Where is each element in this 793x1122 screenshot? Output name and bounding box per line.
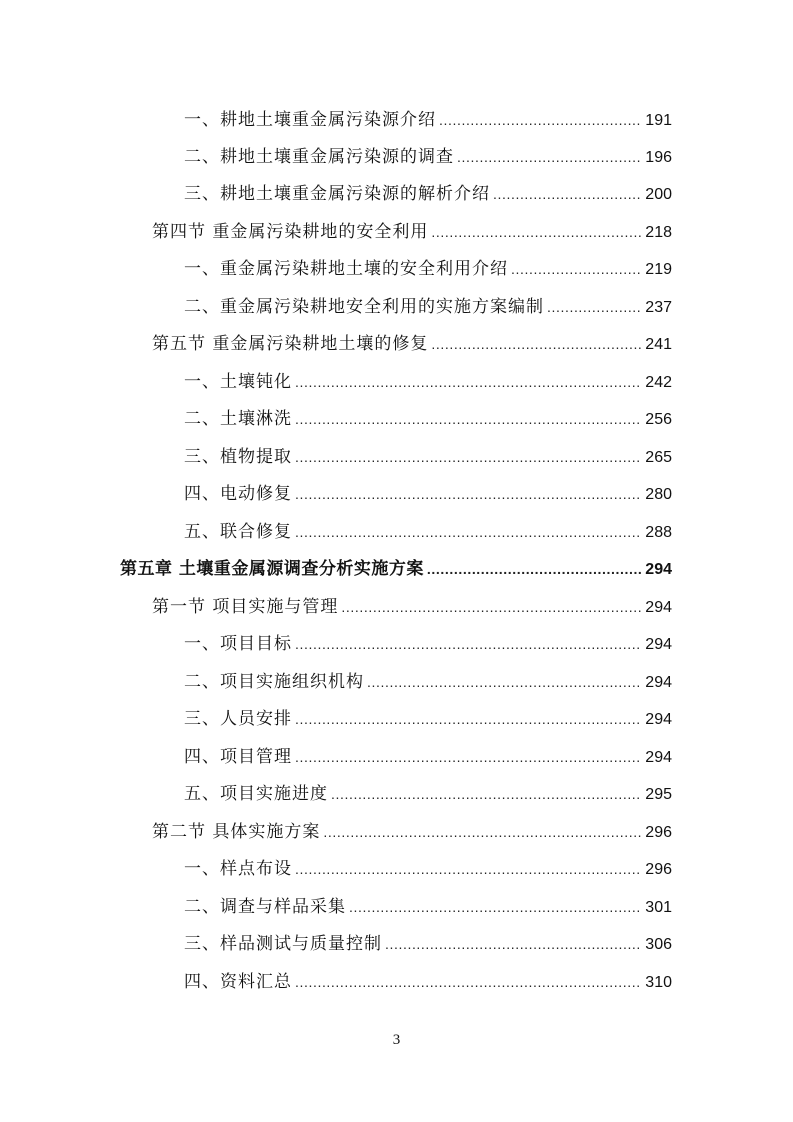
toc-entry-page: 200 (645, 186, 672, 203)
toc-entry[interactable] (184, 105, 672, 135)
toc-entry-page: 295 (645, 786, 672, 803)
toc-leader-dots (295, 704, 642, 734)
toc-leader-dots (295, 629, 642, 659)
toc-entry[interactable] (184, 929, 672, 959)
toc-entry-page: 294 (645, 561, 672, 578)
toc-entry-page: 296 (645, 824, 672, 841)
toc-entry[interactable] (184, 892, 672, 922)
toc-entry-title: 三、人员安排 (184, 709, 292, 729)
toc-entry[interactable] (184, 292, 672, 322)
toc-section-entry[interactable] (152, 817, 672, 847)
toc-leader-dots (331, 779, 642, 809)
toc-entry[interactable] (184, 479, 672, 509)
toc-section-entry[interactable] (152, 592, 672, 622)
toc-entry-page: 294 (645, 674, 672, 691)
toc-entry-page: 310 (645, 974, 672, 991)
toc-section-entry[interactable] (152, 329, 672, 359)
toc-leader-dots (431, 329, 642, 359)
toc-entry-page: 294 (645, 749, 672, 766)
toc-entry[interactable] (184, 367, 672, 397)
toc-entry-title: 第五节 重金属污染耕地土壤的修复 (152, 334, 429, 354)
toc-entry-title: 一、样点布设 (184, 859, 292, 879)
toc-entry-page: 294 (645, 636, 672, 653)
toc-leader-dots (295, 742, 642, 772)
toc-leader-dots (367, 667, 642, 697)
toc-entry[interactable] (184, 967, 672, 997)
toc-entry-title: 第四节 重金属污染耕地的安全利用 (152, 222, 429, 242)
toc-entry-page: 288 (645, 524, 672, 541)
toc-leader-dots (341, 592, 642, 622)
toc-leader-dots (349, 892, 642, 922)
toc-entry-title: 第二节 具体实施方案 (152, 822, 321, 842)
toc-entry-page: 237 (645, 299, 672, 316)
toc-entry-page: 191 (645, 112, 672, 129)
toc-leader-dots (511, 254, 642, 284)
toc-entry-page: 219 (645, 261, 672, 278)
toc-entry-page: 296 (645, 861, 672, 878)
toc-entry[interactable] (184, 667, 672, 697)
toc-entry-title: 二、土壤淋洗 (184, 409, 292, 429)
toc-entry-page: 218 (645, 224, 672, 241)
toc-leader-dots (431, 217, 642, 247)
toc-entry-title: 四、电动修复 (184, 484, 292, 504)
toc-entry[interactable] (184, 704, 672, 734)
toc-entry-title: 五、联合修复 (184, 522, 292, 542)
toc-entry-title: 三、耕地土壤重金属污染源的解析介绍 (184, 184, 490, 204)
toc-entry[interactable] (184, 517, 672, 547)
toc-entry-title: 第五章 土壤重金属源调查分析实施方案 (120, 559, 424, 579)
toc-leader-dots (295, 854, 642, 884)
toc-entry-page: 301 (645, 899, 672, 916)
toc-leader-dots (295, 517, 642, 547)
toc-entry[interactable] (184, 179, 672, 209)
toc-entry-page: 241 (645, 336, 672, 353)
toc-entry[interactable] (184, 254, 672, 284)
toc-entry-title: 第一节 项目实施与管理 (152, 597, 339, 617)
page-number: 3 (392, 1032, 401, 1048)
toc-leader-dots (385, 929, 642, 959)
toc-entry-title: 三、样品测试与质量控制 (184, 934, 382, 954)
toc-entry-title: 一、重金属污染耕地土壤的安全利用介绍 (184, 259, 508, 279)
toc-entry[interactable] (184, 779, 672, 809)
toc-entry[interactable] (184, 442, 672, 472)
toc-leader-dots (547, 292, 642, 322)
toc-entry[interactable] (184, 629, 672, 659)
toc-entry-title: 二、项目实施组织机构 (184, 672, 364, 692)
toc-entry-title: 四、项目管理 (184, 747, 292, 767)
toc-entry-page: 256 (645, 411, 672, 428)
toc-entry-title: 一、耕地土壤重金属污染源介绍 (184, 110, 436, 130)
toc-entry-page: 196 (645, 149, 672, 166)
toc-entry-page: 294 (645, 599, 672, 616)
toc-entry-title: 五、项目实施进度 (184, 784, 328, 804)
toc-section-entry[interactable] (152, 217, 672, 247)
toc-leader-dots (323, 817, 642, 847)
toc-entry[interactable] (184, 854, 672, 884)
toc-leader-dots (295, 967, 642, 997)
toc-entry-page: 242 (645, 374, 672, 391)
toc-entry-title: 三、植物提取 (184, 447, 292, 467)
toc-leader-dots (439, 105, 642, 135)
toc-entry[interactable] (184, 742, 672, 772)
toc-entry-page: 294 (645, 711, 672, 728)
toc-entry[interactable] (184, 142, 672, 172)
toc-entry-page: 265 (645, 449, 672, 466)
toc-leader-dots (493, 179, 642, 209)
toc-entry-page: 280 (645, 486, 672, 503)
toc-entry-title: 二、重金属污染耕地安全利用的实施方案编制 (184, 297, 544, 317)
toc-leader-dots (295, 442, 642, 472)
toc-entry-title: 一、土壤钝化 (184, 372, 292, 392)
toc-entry-title: 二、调查与样品采集 (184, 897, 346, 917)
toc-leader-dots (295, 404, 642, 434)
toc-entry-title: 四、资料汇总 (184, 972, 292, 992)
toc-entry-title: 一、项目目标 (184, 634, 292, 654)
toc-entry-page: 306 (645, 936, 672, 953)
toc-leader-dots (457, 142, 642, 172)
toc-chapter-entry[interactable] (120, 554, 672, 584)
toc-entry-title: 二、耕地土壤重金属污染源的调查 (184, 147, 454, 167)
toc-leader-dots (295, 367, 642, 397)
toc-entry[interactable] (184, 404, 672, 434)
toc-leader-dots (295, 479, 642, 509)
toc-leader-dots (427, 554, 642, 584)
